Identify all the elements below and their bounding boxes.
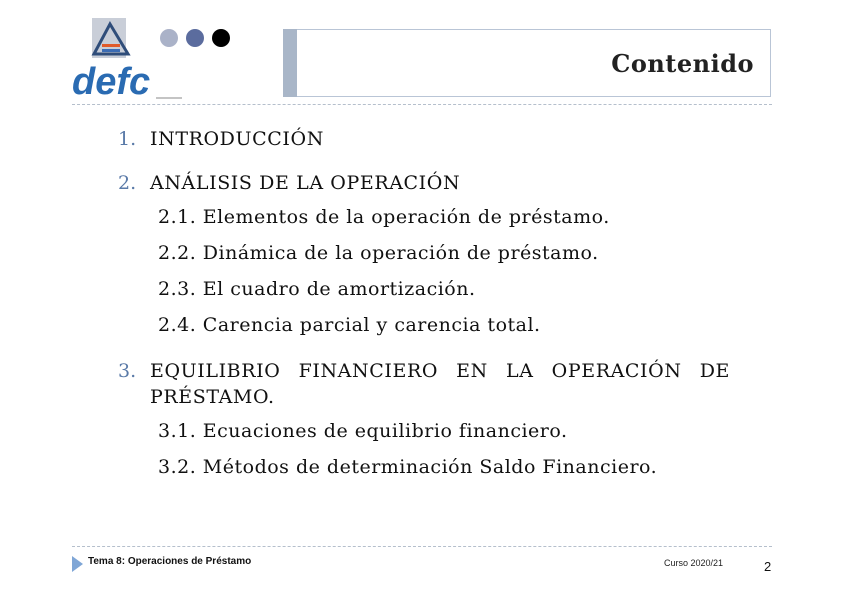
- toc-number: 2.: [118, 172, 137, 194]
- defc-logo: [72, 14, 184, 104]
- toc-number: 3.: [118, 360, 137, 382]
- toc-subitem: 2.2. Dinámica de la operación de préstamo.: [158, 242, 599, 264]
- footer-divider: [72, 546, 772, 547]
- dot-dark: [212, 29, 230, 47]
- toc-item-3: [118, 358, 730, 410]
- header-divider: [72, 104, 772, 105]
- table-of-contents: [118, 126, 730, 490]
- toc-subitem: 2.1. Elementos de la operación de préstamo.: [158, 206, 610, 228]
- toc-item-2: [118, 170, 730, 196]
- logo-stripe-orange: [102, 44, 120, 47]
- toc-subitem: 2.3. El cuadro de amortización.: [158, 278, 476, 300]
- page-number: 2: [764, 559, 772, 574]
- page-title: Contenido: [611, 49, 754, 78]
- title-accent-bar: [283, 29, 297, 97]
- toc-label: INTRODUCCIÓN: [150, 128, 324, 150]
- play-arrow-icon: [72, 556, 83, 572]
- decorative-dots: [160, 29, 230, 47]
- footer-topic: Tema 8: Operaciones de Préstamo: [88, 556, 252, 567]
- toc-subitem: 3.2. Métodos de determinación Saldo Financiero.: [158, 456, 658, 478]
- toc-subitem: 2.4. Carencia parcial y carencia total.: [158, 314, 541, 336]
- toc-subitem: 3.1. Ecuaciones de equilibrio financiero.: [158, 420, 568, 442]
- dot-light: [160, 29, 178, 47]
- title-bar: [283, 29, 772, 97]
- logo-text: defc: [72, 61, 151, 103]
- title-box: [297, 29, 771, 97]
- logo-stripe-blue: [102, 49, 120, 52]
- toc-label: ANÁLISIS DE LA OPERACIÓN: [150, 172, 461, 194]
- dot-medium: [186, 29, 204, 47]
- logo-graphic: [72, 14, 184, 104]
- toc-number: 1.: [118, 128, 137, 150]
- toc-label: EQUILIBRIO FINANCIERO EN LA OPERACIÓN DE PRÉSTAMO.: [150, 360, 730, 408]
- footer-course: Curso 2020/21: [664, 558, 724, 568]
- toc-item-1: [118, 126, 730, 152]
